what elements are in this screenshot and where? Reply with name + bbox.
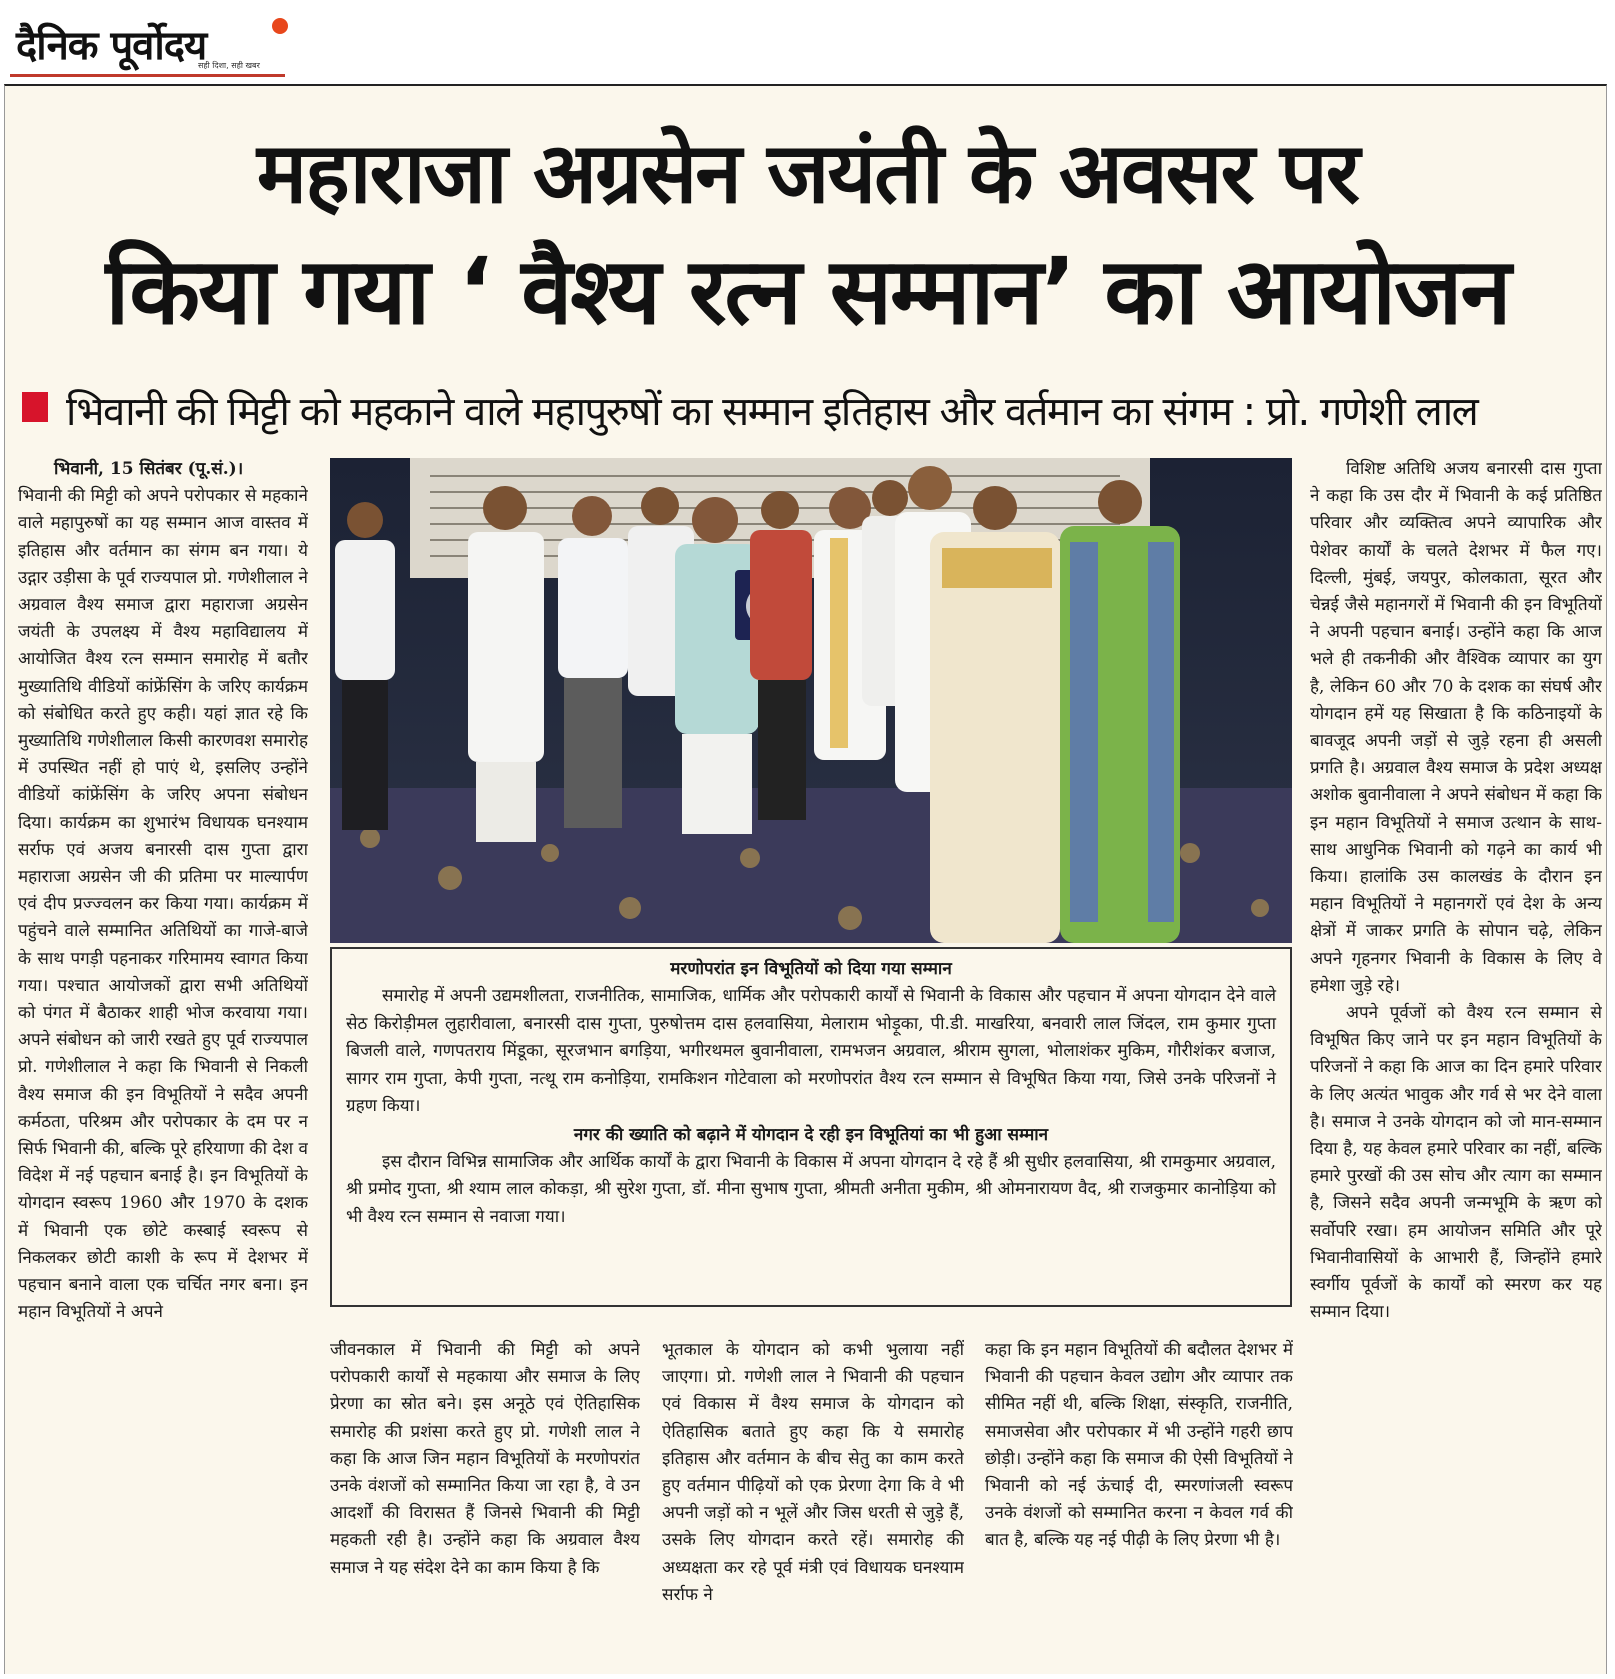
bottom-column-2 [662,1337,964,1677]
sun-logo-icon [272,18,288,34]
red-bullet-icon [22,392,48,422]
newspaper-tagline: सही दिशा, सही खबर [198,61,260,70]
boxed-heading-living: नगर की ख्याति को बढ़ाने में योगदान दे रही इन विभूतियां का भी हुआ सम्मान [573,1124,1049,1145]
right-column-paragraph-2: अपने पूर्वजों को वैश्य रत्न सम्मान से विभूषित किए जाने पर इन महान विभूतियों के परिजनों ने कहा कि आज का दिन हमारे परिवार के लिए अत्यंत भावुक और गर्व से भर देने वाला है। समाज ने उनके योगदान को जो मान-सम्मान दिया है, यह केवल हमारे परिवार का नहीं, बल्कि हमारे पुरखों की उस सोच और त्याग का सम्मान है, जिसने सदैव अपनी जन्मभूमि के ऋण को सर्वोपरि रखा। हम आयोजन समिति और पूरे भिवानीवासियों के आभारी हैं, जिन्होंने हमारे स्वर्गीय पूर्वजों के कार्यों को स्मरण कर यह सम्मान दिया। [1310,1003,1602,1323]
dateline: भिवानी, 15 सितंबर (पू.सं.)। [54,459,244,479]
bottom-column-3-text: कहा कि इन महान विभूतियों की बदौलत देशभर में भिवानी की पहचान केवल उद्योग और व्यापार तक सीमित नहीं थी, बल्कि शिक्षा, संस्कृति, राजनीति, समाजसेवा और परोपकार में भी उन्होंने गहरी छाप छोड़ी। उन्होंने कहा कि समाज की ऐसी विभूतियों ने भिवानी को नई ऊंचाई दी, स्मरणांजली स्वरूप उनके वंशजों को सम्मानित करना न केवल गर्व की बात है, बल्कि यह नई पीढ़ी के लिए प्रेरणा भी है। [985,1340,1293,1551]
headline-line-2: किया गया ‘ वैश्य रत्न सम्मान’ का आयोजन [105,238,1510,345]
subheadline [22,378,1602,436]
left-column-paragraph: भिवानी की मिट्टी को अपने परोपकार से महकाने वाले महापुरुषों का यह सम्मान आज वास्तव में इतिहास और वर्तमान का संगम बन गया। ये उद्गार उड़ीसा के पूर्व राज्यपाल प्रो. गणेशीलाल ने अग्रवाल वैश्य समाज द्वारा महाराजा अग्रसेन जयंती के उपलक्ष्य में वैश्य महाविद्यालय में आयोजित वैश्य रत्न सम्मान समारोह में बतौर मुख्यातिथि वीडियों कांफ्रेंसिंग के जरिए कार्यक्रम को संबोधित करते हुए कही। यहां ज्ञात रहे कि मुख्यातिथि गणेशीलाल किसी कारणवश समारोह में उपस्थित नहीं हो पाएं थे, इसलिए उन्होंने वीडियों कांफ्रेंसिंग के जरिए अपना संबोधन दिया। कार्यक्रम का शुभारंभ विधायक घनश्याम सर्राफ एवं अजय बनारसी दास गुप्ता द्वारा महाराजा अग्रसेन जी की प्रतिमा पर माल्यार्पण एवं दीप प्रज्ज्वलन कर किया गया। कार्यक्रम में पहुंचने वाले सम्मानित अतिथियों का गाजे-बाजे के साथ पगड़ी पहनाकर गरिमामय स्वागत किया गया। पश्चात आयोजकों द्वारा सभी अतिथियों को पंगत में बैठाकर शाही भोज करवाया गया। अपने संबोधन को जारी रखते हुए पूर्व राज्यपाल प्रो. गणेशीलाल ने कहा कि भिवानी से निकली वैश्य समाज की इन विभूतियों ने सदैव अपनी कर्मठता, परिश्रम और परोपकार के दम पर न सिर्फ भिवानी की, बल्कि पूरे हरियाणा की देश व विदेश में नई पहचान बनाई है। इन विभूतियों के योगदान स्वरूप 1960 और 1970 के दशक में भिवानी एक छोटे कस्बाई स्वरूप से निकलकर छोटी काशी के रूप में देशभर में पहचान बनाने वाला एक चर्चित नगर बना। इन महान विभूतियों ने अपने [18,486,308,1323]
newspaper-name: दैनिक पूर्वोदय [16,23,207,69]
headline-line-1: महाराजा अग्रसेन जयंती के अवसर पर [256,124,1359,222]
masthead-rule [10,74,285,77]
boxed-honorees-story [330,947,1292,1307]
bottom-column-2-text: भूतकाल के योगदान को कभी भुलाया नहीं जाएगा। प्रो. गणेशी लाल ने भिवानी की पहचान एवं विकास में वैश्य समाज के योगदान को ऐतिहासिक बताते हुए कहा कि ये समारोह इतिहास और वर्तमान के बीच सेतु का काम करते हुए वर्तमान पीढ़ियों को एक प्रेरणा देगा कि वे भी अपनी जड़ों को न भूलें और जिस धरती से जुड़े हैं, उसके लिए योगदान करते रहें। समारोह की अध्यक्षता कर रहे पूर्व मंत्री एवं विधायक घनश्याम सर्राफ ने [662,1340,964,1605]
event-photo-illustration [330,458,1292,943]
boxed-paragraph-living: इस दौरान विभिन्न सामाजिक और आर्थिक कार्यों के द्वारा भिवानी के विकास में अपना योगदान दे रहे हैं श्री सुधीर हलवासिया, श्री रामकुमार अग्रवाल, श्री प्रमोद गुप्ता, श्री श्याम लाल कोकड़ा, श्री सुरेश गुप्ता, डॉ. मीना सुभाष गुप्ता, श्रीमती अनीता मुकीम, श्री ओमनारायण वैद, श्री राजकुमार कानोड़िया को भी वैश्य रत्न सम्मान से नवाजा गया। [346,1151,1276,1227]
boxed-heading-posthumous: मरणोपरांत इन विभूतियों को दिया गया सम्मान [670,959,952,979]
masthead-logo [10,8,295,70]
subheadline-text: भिवानी की मिट्टी को महकाने वाले महापुरुषों का सम्मान इतिहास और वर्तमान का संगम : प्रो. गणेशी लाल [66,389,1478,435]
right-column-paragraph-1: विशिष्ट अतिथि अजय बनारसी दास गुप्ता ने कहा कि उस दौर में भिवानी के कई प्रतिष्ठित परिवार और व्यक्तित्व अपने व्यापारिक और पेशेवर कार्यों के चलते देशभर में फैल गए। दिल्ली, मुंबई, जयपुर, कोलकाता, सूरत और चेन्नई जैसे महानगरों में भिवानी की इन विभूतियों ने अपनी पहचान बनाई। उन्होंने कहा कि आज भले ही तकनीकी और वैश्विक व्यापार का युग है, लेकिन 60 और 70 के दशक का संघर्ष और योगदान हमें यह सिखाता है कि कठिनाइयों के बावजूद अपनी जड़ों से जुड़े रहना ही असली प्रगति है। अग्रवाल वैश्य समाज के प्रदेश अध्यक्ष अशोक बुवानीवाला ने अपने संबोधन में कहा कि इन महान विभूतियों ने समाज उत्थान के साथ-साथ आधुनिक भिवानी को गढ़ने का कार्य भी किया। हालांकि उस कालखंड के दौरान इन महान विभूतियों ने महानगरों एवं देश के अन्य क्षेत्रों में जाकर प्रगति के सोपान चढ़े, लेकिन अपने गृहनगर भिवानी के विकास के लिए वे हमेशा जुड़े रहे। [1310,459,1602,996]
boxed-paragraph-posthumous: समारोह में अपनी उद्यमशीलता, राजनीतिक, सामाजिक, धार्मिक और परोपकारी कार्यों से भिवानी के विकास और पहचान में अपना योगदान देने वाले सेठ किरोड़ीमल लुहारीवाला, बनारसी दास गुप्ता, पुरुषोत्तम दास हलवासिया, मेलाराम भोड़ूका, पी.डी. माखरिया, बनवारी लाल जिंदल, राम कुमार गुप्ता बिजली वाले, गणपतराय मिंडूका, सूरजभान बगड़िया, भगीरथमल बुवानीवाला, रामभजन अग्रवाल, श्रीराम सुगला, भोलाशंकर मुकिम, गौरीशंकर बजाज, सागर राम गुप्ता, केपी गुप्ता, नत्थू राम कनोड़िया, रामकिशन गोटेवाला को मरणोपरांत वैश्य रत्न सम्मान से विभूषित किया गया, जिसे उनके परिजनों ने ग्रहण किया। [346,986,1276,1116]
bottom-column-3 [985,1337,1293,1677]
bottom-column-1 [330,1337,640,1677]
right-column [1310,456,1602,1674]
event-photo [330,458,1292,943]
left-column [18,456,308,1674]
bottom-column-1-text: जीवनकाल में भिवानी की मिट्टी को अपने परोपकारी कार्यों से महकाया और समाज के लिए प्रेरणा का स्रोत बने। इस अनूठे एवं ऐतिहासिक समारोह की प्रशंसा करते हुए प्रो. गणेशी लाल ने कहा कि आज जिन महान विभूतियों के मरणोपरांत उनके वंशजों को सम्मानित किया जा रहा है, वे उन आदर्शों की विरासत हैं जिनसे भिवानी की मिट्टी महकती रही है। उन्होंने कहा कि अग्रवाल वैश्य समाज ने यह संदेश देने का काम किया है कि [330,1340,640,1578]
